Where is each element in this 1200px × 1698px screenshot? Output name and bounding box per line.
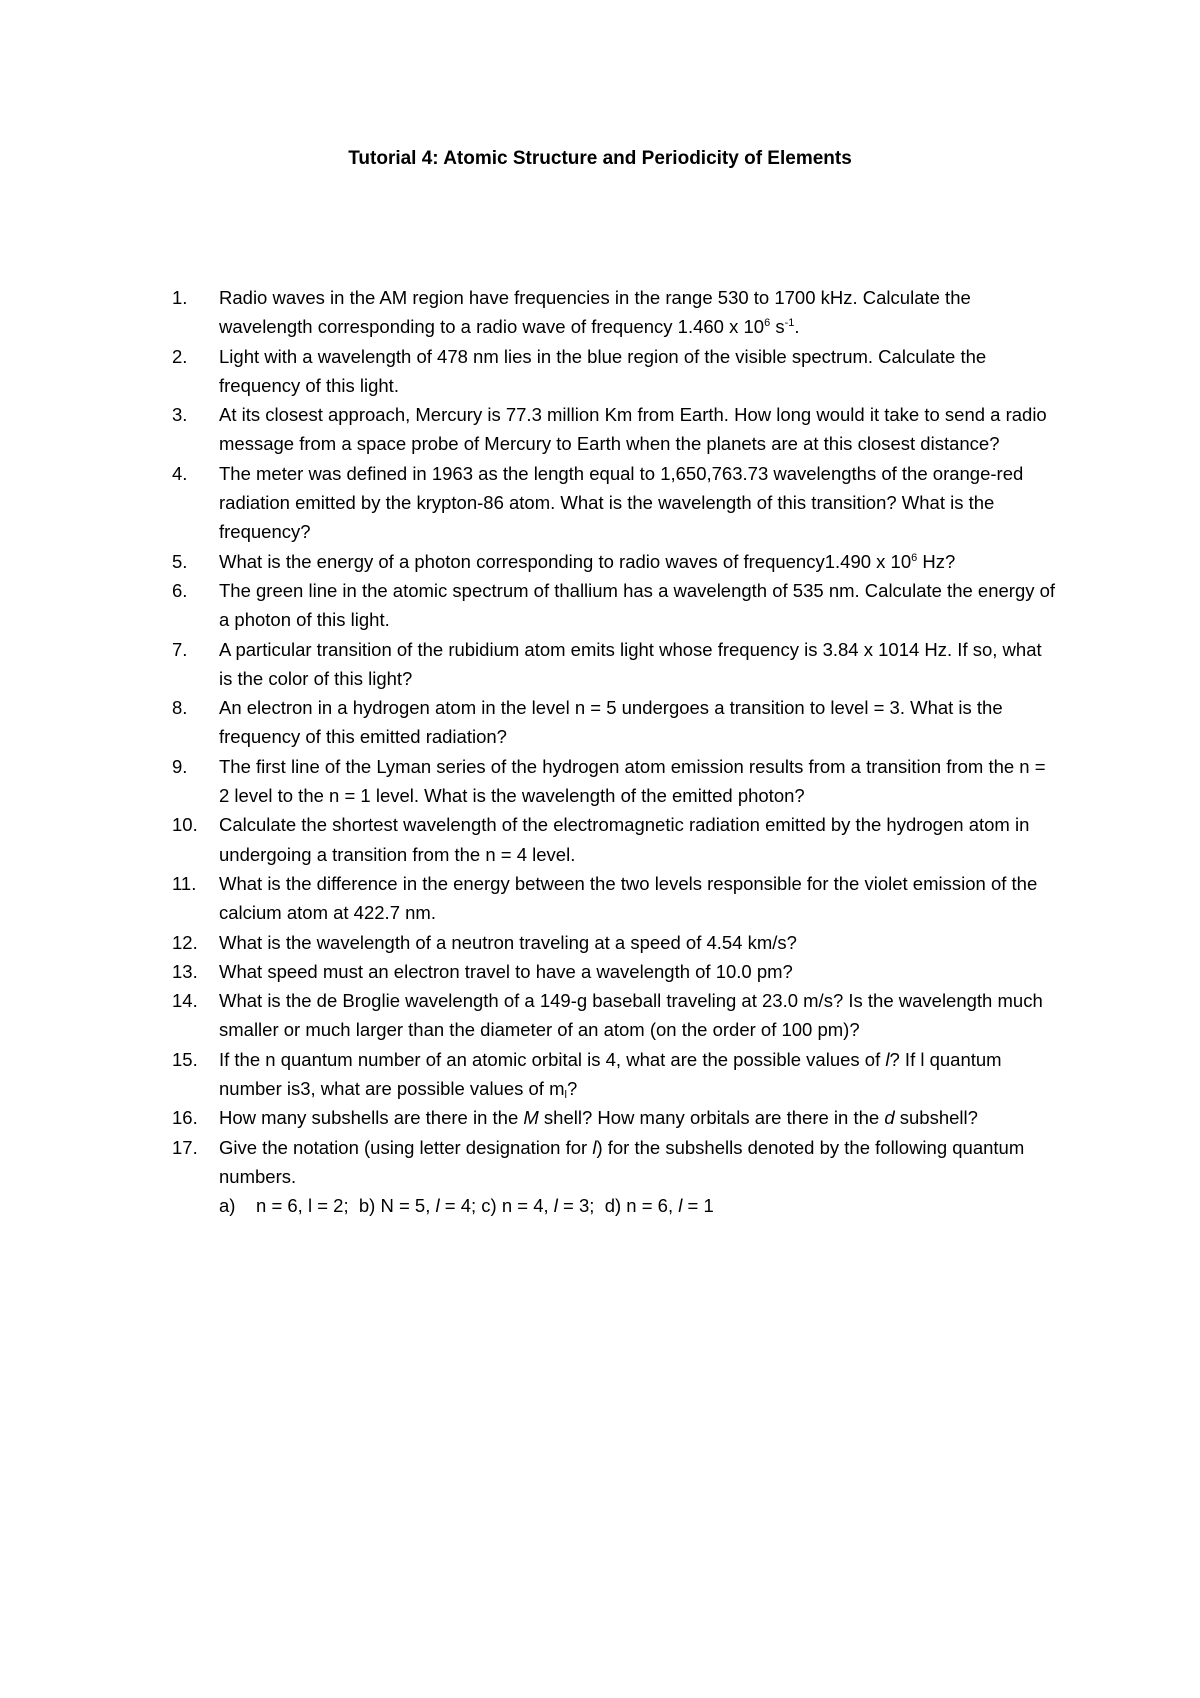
question-number: 12. bbox=[172, 931, 198, 953]
question-number: 6. bbox=[172, 579, 188, 601]
question-13 bbox=[0, 957, 1200, 986]
question-4 bbox=[0, 459, 1200, 547]
question-text: What is the energy of a photon corresponding to radio waves of frequency1.490 x $10^6$ Hz? bbox=[219, 550, 956, 572]
question-6 bbox=[0, 576, 1200, 635]
question-7 bbox=[0, 635, 1200, 694]
question-number: 13. bbox=[172, 960, 198, 982]
question-list bbox=[0, 283, 1200, 1221]
question-9 bbox=[0, 752, 1200, 811]
question-number: 16. bbox=[172, 1107, 198, 1129]
question-number: 17. bbox=[172, 1136, 198, 1158]
question-number: 15. bbox=[172, 1048, 198, 1070]
question-8 bbox=[0, 693, 1200, 752]
question-text: Radio waves in the AM region have frequencies in the range 530 to 1700 kHz. Calculate the wavelength corresponding to a radio wave of frequency 1.460 x $10^6$ $s^{-1}$. bbox=[219, 287, 971, 338]
question-10 bbox=[0, 810, 1200, 869]
question-text: An electron in a hydrogen atom in the level n = 5 undergoes a transition to level = 3. What is the frequency of this emitted radiation? bbox=[219, 697, 1003, 748]
question-text: What is the de Broglie wavelength of a 149-g baseball traveling at 23.0 m/s? Is the wavelength much smaller or much larger than the diameter of an atom (on the order of 100 pm)? bbox=[219, 990, 1043, 1041]
question-text: What is the difference in the energy between the two levels responsible for the violet emission of the calcium atom at 422.7 nm. bbox=[219, 872, 1038, 924]
question-14 bbox=[0, 986, 1200, 1045]
question-2 bbox=[0, 342, 1200, 401]
question-number: 7. bbox=[172, 638, 188, 660]
question-number: 8. bbox=[172, 697, 188, 719]
question-5 bbox=[0, 547, 1200, 576]
question-number: 3. bbox=[172, 404, 188, 426]
question-number: 4. bbox=[172, 462, 188, 484]
question-text: Give the notation (using letter designation for l) for the subshells denoted by the following quantum numbers. bbox=[219, 1136, 1025, 1187]
question-text: What is the wavelength of a neutron traveling at a speed of 4.54 km/s? bbox=[219, 931, 797, 953]
question-number: 9. bbox=[172, 755, 188, 777]
question-11 bbox=[0, 869, 1200, 928]
question-15 bbox=[0, 1045, 1200, 1104]
question-number: 5. bbox=[172, 550, 188, 572]
question-16 bbox=[0, 1103, 1200, 1132]
question-text: The first line of the Lyman series of the hydrogen atom emission results from a transition from the n = 2 level to the n = 1 level. What is the wavelength of the emitted photon? bbox=[219, 755, 1046, 807]
question-17-parts: a) n = 6, l = 2; b) N = 5, l = 4; c) n = 4, l = 3; d) n = 6, l = 1 bbox=[219, 1195, 714, 1217]
question-number: 11. bbox=[172, 872, 197, 894]
question-number: 2. bbox=[172, 345, 188, 367]
question-number: 14. bbox=[172, 990, 198, 1012]
question-12 bbox=[0, 928, 1200, 957]
question-text: The green line in the atomic spectrum of thallium has a wavelength of 535 nm. Calculate the energy of a photon of this light. bbox=[219, 579, 1056, 631]
question-text: The meter was defined in 1963 as the length equal to 1,650,763.73 wavelengths of the orange-red radiation emitted by the krypton-86 atom. What is the wavelength of this transition? What is the frequency? bbox=[219, 462, 1024, 543]
question-number: 10. bbox=[172, 814, 198, 836]
question-1 bbox=[0, 283, 1200, 342]
question-text: If the n quantum number of an atomic orbital is 4, what are the possible values of l? If l quantum number is3, what are possible values of $m_l$? bbox=[219, 1048, 1002, 1102]
question-text: How many subshells are there in the M shell? How many orbitals are there in the d subshell? bbox=[219, 1107, 978, 1129]
question-text: A particular transition of the rubidium atom emits light whose frequency is 3.84 x 1014 Hz. If so, what is the color of this light? bbox=[219, 638, 1042, 689]
question-3 bbox=[0, 400, 1200, 459]
question-text: Calculate the shortest wavelength of the electromagnetic radiation emitted by the hydrogen atom in undergoing a transition from the n = 4 level. bbox=[219, 814, 1030, 865]
page-title: Tutorial 4: Atomic Structure and Periodicity of Elements bbox=[348, 148, 852, 169]
question-17 bbox=[0, 1133, 1200, 1221]
question-text: Light with a wavelength of 478 nm lies in the blue region of the visible spectrum. Calculate the frequency of this light. bbox=[219, 345, 987, 396]
question-text: At its closest approach, Mercury is 77.3 million Km from Earth. How long would it take to send a radio message from a space probe of Mercury to Earth when the planets are at this closest distance? bbox=[219, 404, 1047, 455]
question-number: 1. bbox=[172, 287, 188, 308]
question-text: What speed must an electron travel to have a wavelength of 10.0 pm? bbox=[219, 960, 793, 982]
